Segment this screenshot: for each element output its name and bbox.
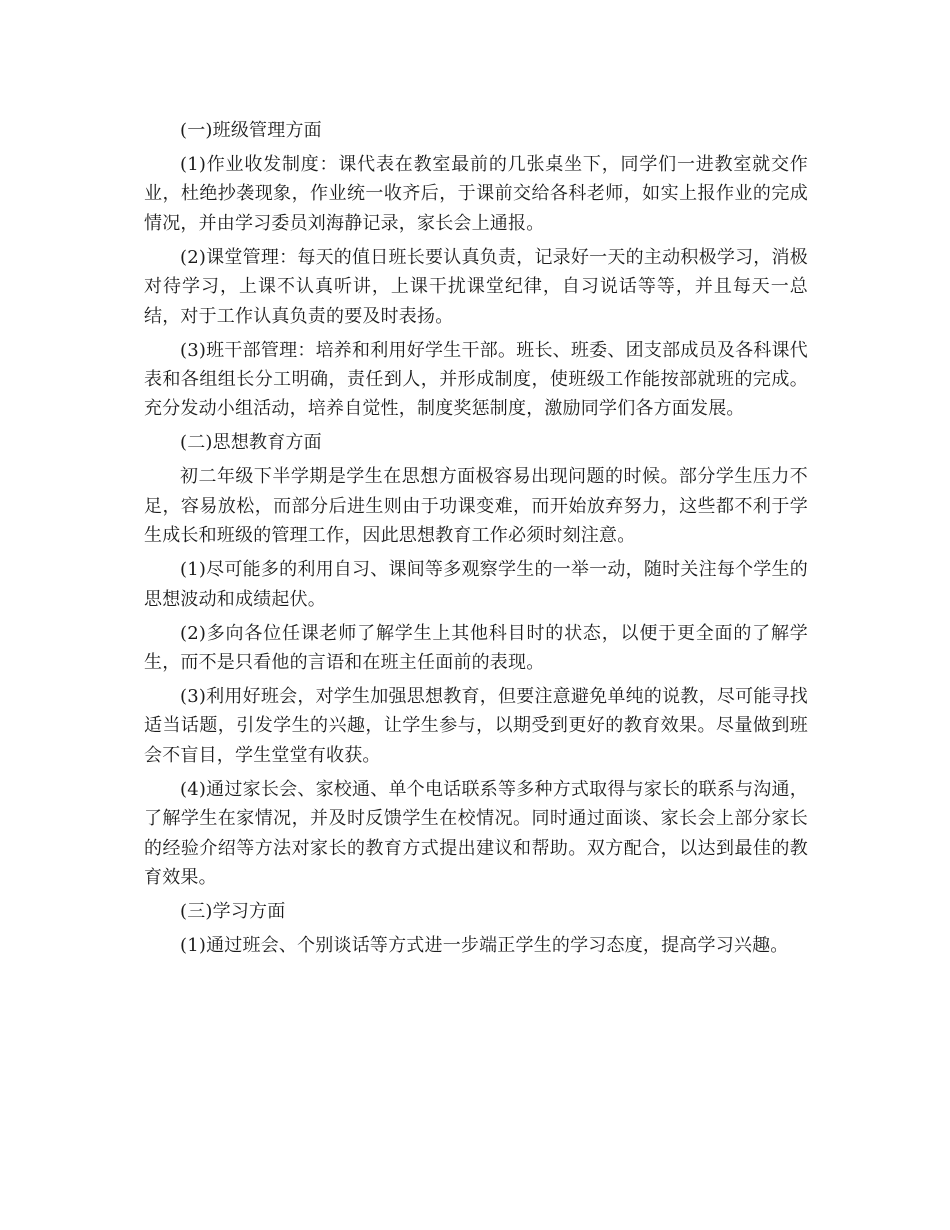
document-body	[144, 116, 808, 965]
section-heading-study: (三)学习方面	[180, 901, 286, 923]
paragraph-study-attitude: (1)通过班会、个别谈话等方式进一步端正学生的学习态度，提高学习兴趣。	[180, 935, 789, 957]
paragraph-classroom-management: (2)课堂管理：每天的值日班长要认真负责，记录好一天的主动积极学习，消极对待学习，上课不认真听讲，上课干扰课堂纪律，自习说话等等，并且每天一总结，对于工作认真负责的要及时表扬。	[144, 246, 808, 327]
paragraph-ideological-intro: 初二年级下半学期是学生在思想方面极容易出现问题的时候。部分学生压力不足，容易放松，而部分后进生则由于功课变难，而开始放弃努力，这些都不利于学生成长和班级的管理工作，因此思想教育工作必须时刻注意。	[144, 466, 808, 547]
paragraph-consult-teachers: (2)多向各位任课老师了解学生上其他科目时的状态，以便于更全面的了解学生，而不是只看他的言语和在班主任面前的表现。	[144, 622, 808, 674]
paragraph-parent-communication: (4)通过家长会、家校通、单个电话联系等多种方式取得与家长的联系与沟通，了解学生在家情况，并及时反馈学生在校情况。同时通过面谈、家长会上部分家长的经验介绍等方法对家长的教育方式提出建议和帮助。双方配合，以达到最佳的教育效果。	[144, 778, 808, 889]
paragraph-class-cadre-management: (3)班干部管理：培养和利用好学生干部。班长、班委、团支部成员及各科课代表和各组组长分工明确，责任到人，并形成制度，使班级工作能按部就班的完成。充分发动小组活动，培养自觉性，制度奖惩制度，激励同学们各方面发展。	[144, 339, 808, 420]
paragraph-homework-system: (1)作业收发制度：课代表在教室最前的几张桌坐下，同学们一进教室就交作业，杜绝抄袭现象，作业统一收齐后，于课前交给各科老师，如实上报作业的完成情况，并由学习委员刘海静记录，家长会上通报。	[144, 154, 808, 234]
section-heading-ideological-education: (二)思想教育方面	[180, 432, 322, 454]
paragraph-class-meetings: (3)利用好班会，对学生加强思想教育，但要注意避免单纯的说教，尽可能寻找适当话题，引发学生的兴趣，让学生参与，以期受到更好的教育效果。尽量做到班会不盲目，学生堂堂有收获。	[144, 686, 808, 766]
paragraph-observe-students: (1)尽可能多的利用自习、课间等多观察学生的一举一动，随时关注每个学生的思想波动和成绩起伏。	[144, 559, 808, 610]
section-heading-class-management: (一)班级管理方面	[180, 120, 322, 141]
